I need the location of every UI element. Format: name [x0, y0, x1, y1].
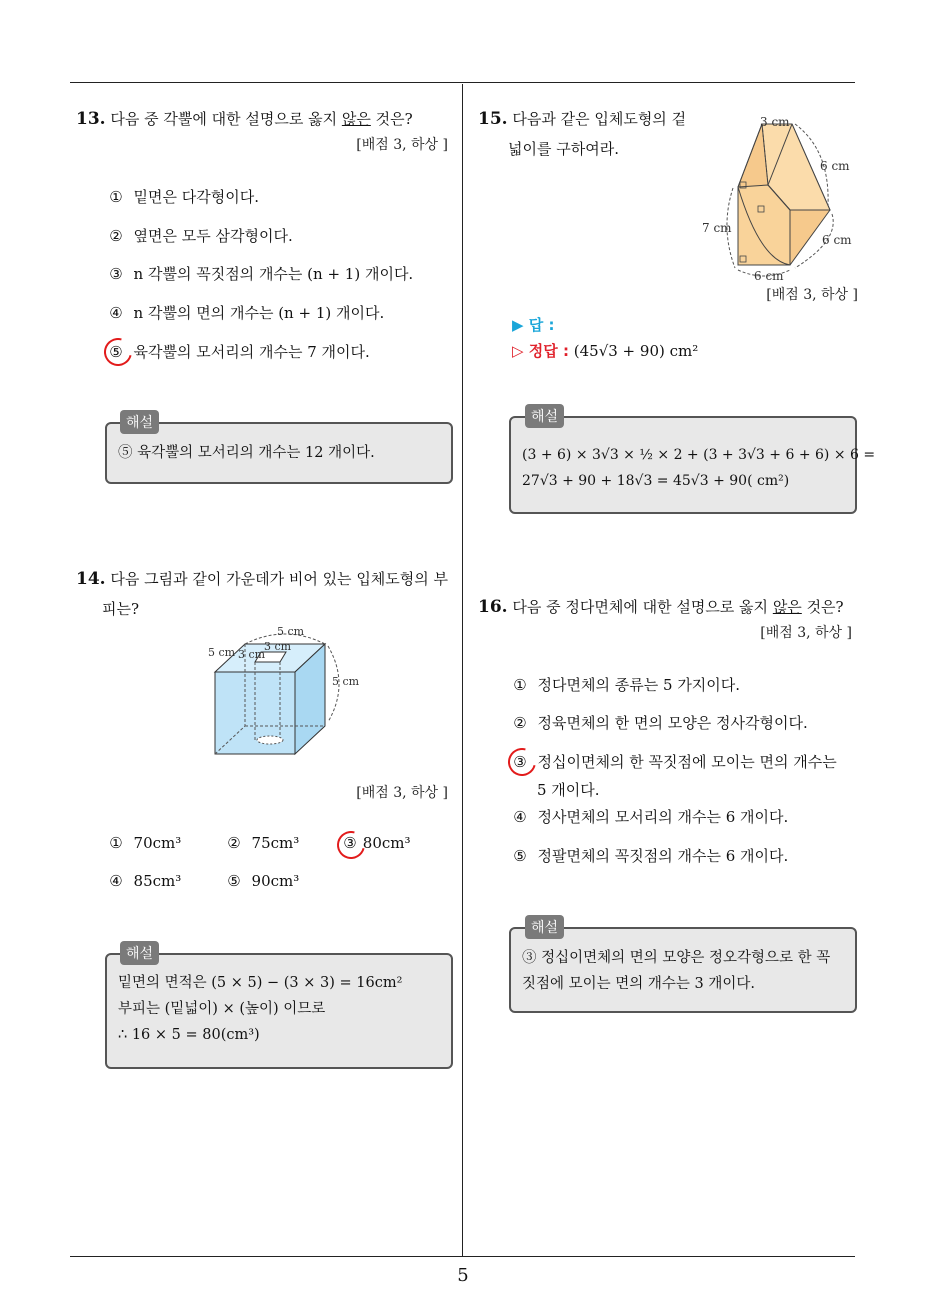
option-mark: ② [513, 714, 527, 732]
option-mark: ③ [343, 834, 357, 852]
option-5[interactable] [512, 845, 788, 866]
answer-mark-circle [503, 743, 541, 781]
question-13 [76, 104, 456, 154]
fig-label-left: 7 cm [702, 221, 732, 235]
question-number: 14. [76, 569, 106, 589]
score-label: [배점 3, 하상 ] [766, 287, 858, 303]
solution-line-3: ∴ 16 × 5 = 80(cm³) [118, 1027, 260, 1043]
option-4[interactable] [108, 872, 181, 890]
option-1[interactable] [108, 834, 181, 852]
option-text: 85cm³ [133, 872, 182, 890]
question-15-stem [478, 104, 698, 164]
option-4[interactable] [108, 302, 384, 323]
option-3[interactable] [108, 263, 413, 284]
option-5[interactable] [226, 872, 299, 890]
option-4[interactable] [512, 806, 788, 827]
option-mark: ③ [109, 265, 123, 283]
option-text: 밑면은 다각형이다. [133, 188, 260, 206]
option-text: n 각뿔의 면의 개수는 (n + 1) 개이다. [133, 304, 385, 322]
option-text: 90cm³ [251, 872, 300, 890]
option-text: 정팔면체의 꼭짓점의 개수는 6 개이다. [537, 847, 789, 865]
fig-label-right: 5 cm [332, 675, 360, 688]
fig-label-right-upper: 6 cm [820, 159, 850, 173]
option-mark: ② [227, 834, 241, 852]
solution-line-1: 밑면의 면적은 (5 × 5) − (3 × 3) = 16cm² [118, 975, 403, 991]
option-text: 80cm³ [362, 834, 411, 852]
option-text: 육각뿔의 모서리의 개수는 7 개이다. [133, 343, 370, 361]
solution-line-2: 27√3 + 90 + 18√3 = 45√3 + 90( cm²) [522, 473, 790, 489]
option-1[interactable] [512, 674, 740, 695]
stem-text-line2: 피는? [102, 600, 140, 618]
option-3[interactable] [512, 751, 837, 772]
fig-label-inner2: 3 cm [264, 640, 292, 653]
question-16-stem [478, 592, 858, 622]
score-label: [배점 3, 하상 ] [356, 785, 448, 801]
stem-underlined: 않은 [772, 598, 802, 616]
stem-underlined: 않은 [341, 110, 371, 128]
stem-text: 다음 중 각뿔에 대한 설명으로 옳지 [110, 110, 342, 128]
solution-line-1: (3 + 6) × 3√3 × ½ × 2 + (3 + 3√3 + 6 + 6) × 6 = [522, 447, 876, 463]
solution-label: 해설 [525, 404, 564, 428]
stem-text: 다음과 같은 입체도형의 겉 [512, 110, 687, 128]
fig-label-top: 5 cm [277, 625, 305, 638]
top-rule [70, 82, 855, 83]
stem-text-line2: 넓이를 구하여라. [508, 140, 619, 158]
solution-line-2: 짓점에 모이는 면의 개수는 3 개이다. [522, 976, 755, 992]
fig-label-left: 5 cm [208, 646, 236, 659]
option-2[interactable] [108, 225, 293, 246]
score-label: [배점 3, 하상 ] [356, 137, 448, 153]
solution-label: 해설 [525, 915, 564, 939]
solution-line-2: 부피는 (밑넓이) × (높이) 이므로 [118, 1001, 326, 1017]
bottom-rule [70, 1256, 855, 1257]
stem-text-end: 것은? [801, 598, 844, 616]
correct-value: (45√3 + 90) cm² [573, 342, 699, 360]
option-text: 70cm³ [133, 834, 182, 852]
option-mark: ② [109, 227, 123, 245]
page-number: 5 [457, 1265, 469, 1286]
option-mark: ⑤ [109, 343, 123, 361]
question-number: 15. [478, 109, 508, 129]
option-mark: ⑤ [227, 872, 241, 890]
option-text: 정십이면체의 한 꼭짓점에 모이는 면의 개수는 [537, 753, 837, 771]
option-mark: ⑤ [513, 847, 527, 865]
option-mark: ④ [513, 808, 527, 826]
stem-text-end: 것은? [370, 110, 413, 128]
hollow-cube-figure [200, 622, 360, 762]
option-5[interactable] [108, 341, 370, 362]
solution-label: 해설 [120, 941, 159, 965]
fig-label-bottom: 6 cm [754, 269, 784, 282]
option-mark: ① [109, 834, 123, 852]
fig-label-inner1: 3 cm [238, 648, 266, 661]
option-mark: ④ [109, 304, 123, 322]
answer-label: ▶ 답 : [512, 316, 555, 334]
solution-line-1: ③ 정십이면체의 면의 모양은 정오각형으로 한 꼭 [522, 950, 831, 966]
fig-label-right-lower: 6 cm [822, 233, 852, 247]
column-divider [462, 84, 463, 1256]
stem-text: 다음 그림과 같이 가운데가 비어 있는 입체도형의 부 [110, 570, 449, 588]
fig-label-top: 3 cm [760, 115, 790, 129]
solution-label: 해설 [120, 410, 159, 434]
option-text: 옆면은 모두 삼각형이다. [133, 227, 293, 245]
question-14-stem [76, 564, 456, 624]
option-2[interactable] [512, 712, 808, 733]
solution-text: ⑤ 육각뿔의 모서리의 개수는 12 개이다. [118, 445, 375, 461]
option-text: n 각뿔의 꼭짓점의 개수는 (n + 1) 개이다. [133, 265, 414, 283]
option-text: 정육면체의 한 면의 모양은 정사각형이다. [537, 714, 808, 732]
option-3-continued: 5 개이다. [537, 781, 600, 799]
question-number: 13. [76, 109, 106, 129]
question-number: 16. [478, 597, 508, 617]
answer-mark-circle [99, 333, 137, 371]
stem-text: 다음 중 정다면체에 대한 설명으로 옳지 [512, 598, 773, 616]
question-14 [76, 564, 456, 624]
answer-mark-circle [332, 826, 370, 864]
option-1[interactable] [108, 186, 259, 207]
option-text: 정다면체의 종류는 5 가지이다. [537, 676, 741, 694]
correct-label: ▷ 정답 : [512, 342, 569, 360]
question-13-stem [76, 104, 456, 134]
prism-figure [700, 110, 860, 282]
option-text: 정사면체의 모서리의 개수는 6 개이다. [537, 808, 789, 826]
option-text: 75cm³ [251, 834, 300, 852]
correct-answer-row [512, 340, 698, 361]
option-mark: ① [513, 676, 527, 694]
score-label: [배점 3, 하상 ] [760, 625, 852, 641]
option-mark: ④ [109, 872, 123, 890]
question-16 [478, 592, 858, 642]
option-mark: ③ [513, 753, 527, 771]
option-2[interactable] [226, 834, 299, 852]
option-mark: ① [109, 188, 123, 206]
question-15 [478, 104, 698, 164]
